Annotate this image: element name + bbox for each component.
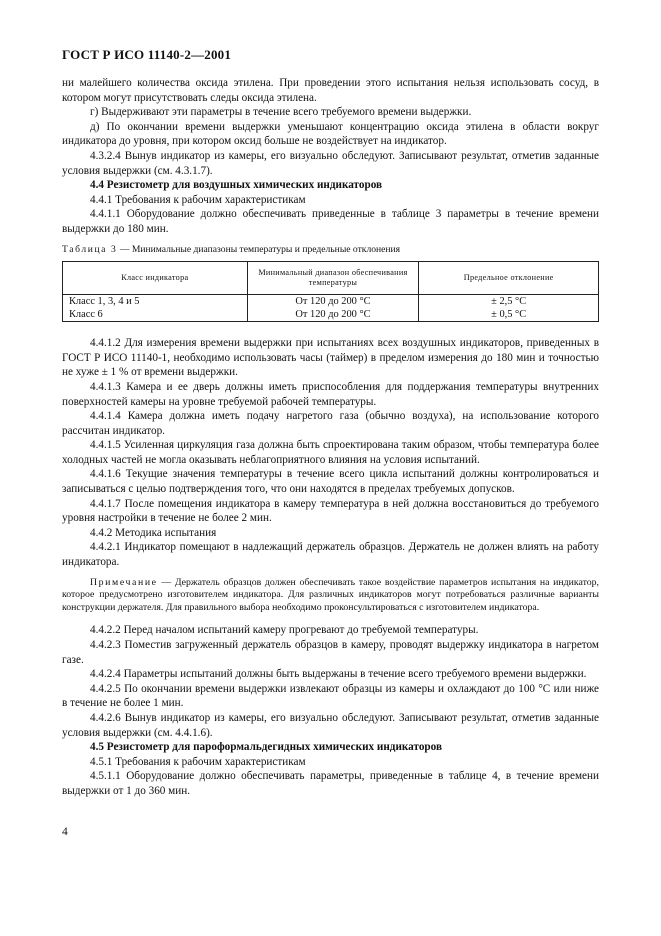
paragraph-4-4-2-3: 4.4.2.3 Поместив загруженный держатель образцов в камеру, проводят выдержку индикатора в нагретом газе. (62, 639, 599, 666)
table-row (63, 308, 599, 322)
paragraph-4-4-1-5: 4.4.1.5 Усиленная циркуляция газа должна быть спроектирована таким образом, чтобы температура более холодных частей не могла оказывать неблагоприятного влияния на условия испытаний. (62, 439, 599, 466)
subsection-heading-4-5-1: 4.5.1 Требования к рабочим характеристикам (90, 755, 306, 768)
table-cell: Класс 1, 3, 4 и 5 (63, 295, 248, 309)
paragraph-4-4-2-2: 4.4.2.2 Перед началом испытаний камеру прогревают до требуемой температуры. (90, 624, 479, 637)
note-label: Примечание (90, 576, 158, 588)
note (62, 577, 599, 615)
table-row (63, 295, 599, 309)
subsection-heading-4-4-2: 4.4.2 Методика испытания (90, 526, 217, 539)
note-text: — Держатель образцов должен обеспечивать такое воздействие параметров испытания на индикатор, которое предусмотрено изготовителем индикатора. Для различных индикаторов могут потребоваться различные варианты конструкции держателя. Для правильного выбора необходимо проконсультироваться с изготовителем индикатора. (62, 576, 599, 613)
paragraph-4-4-1-3: 4.4.1.3 Камера и ее дверь должны иметь приспособления для поддержания температуры внутренних поверхностей камеры на уровне требуемой рабочей температуры. (62, 380, 599, 408)
page-header: ГОСТ Р ИСО 11140-2—2001 (62, 47, 232, 62)
table-cell: ± 2,5 °С (419, 295, 599, 309)
table-cell: Класс 6 (63, 308, 248, 322)
paragraph-continuation: ни малейшего количества оксида этилена. При проведении этого испытания нельзя использовать сосуд, в котором могут присутствовать следы оксида этилена. (62, 77, 599, 104)
subsection-heading-4-4-1: 4.4.1 Требования к рабочим характеристикам (90, 193, 306, 206)
table-header-row (63, 262, 599, 295)
paragraph-4-3-2-4: 4.3.2.4 Вынув индикатор из камеры, его визуально обследуют. Записывают результат, отметив заданные условия выдержки (см. 4.3.1.7). (62, 149, 599, 177)
list-item-d: д) По окончании времени выдержки уменьшают концентрацию оксида этилена в области вокруг индикатора до уровня, при котором оксид больше не воздействует на индикатор. (62, 120, 599, 148)
table-cell: От 120 до 200 °С (247, 295, 419, 309)
table-3 (62, 261, 599, 322)
table-header-tolerance: Предельное отклонение (419, 262, 599, 295)
paragraph-4-5-1-1: 4.5.1.1 Оборудование должно обеспечивать параметры, приведенные в таблице 4, в течение времени выдержки от 1 до 360 мин. (62, 770, 599, 797)
paragraph-4-4-2-6: 4.4.2.6 Вынув индикатор из камеры, его визуально обследуют. Записывают результат, отметив заданные условия выдержки (см. 4.4.1.6). (62, 711, 599, 739)
list-item-g: г) Выдерживают эти параметры в течение всего требуемого времени выдержки. (90, 106, 472, 119)
paragraph-4-4-1-4: 4.4.1.4 Камера должна иметь подачу нагретого газа (обычно воздуха), на использование которого рассчитан индикатор. (62, 410, 599, 437)
table-caption-label: Таблица 3 (62, 243, 118, 255)
table-cell: ± 0,5 °С (419, 308, 599, 322)
paragraph-4-4-1-6: 4.4.1.6 Текущие значения температуры в течение всего цикла испытаний должны контролироваться и записываться с целью подтверждения того, что они находятся в пределах требуемых допусков. (62, 468, 599, 496)
paragraph-4-4-2-4: 4.4.2.4 Параметры испытаний должны быть выдержаны в течение всего требуемого времени выдержки. (90, 668, 587, 681)
page-body (62, 76, 599, 799)
table-header-range: Минимальный диапазон обеспечивания температуры (247, 262, 419, 295)
paragraph-4-4-2-5: 4.4.2.5 По окончании времени выдержки извлекают образцы из камеры и охлаждают до 100 °С или ниже в течение не более 1 мин. (62, 682, 599, 710)
table-cell: От 120 до 200 °С (247, 308, 419, 322)
section-heading-4-5: 4.5 Резистометр для пароформальдегидных химических индикаторов (90, 741, 443, 754)
paragraph-4-4-2-1: 4.4.2.1 Индикатор помещают в надлежащий держатель образцов. Держатель не должен влиять на работу индикатора. (62, 541, 599, 569)
section-heading-4-4: 4.4 Резистометр для воздушных химических индикаторов (90, 179, 383, 192)
paragraph-4-4-1-7: 4.4.1.7 После помещения индикатора в камеру температура в ней должна восстановиться до требуемого уровня настройки в течение не более 2 мин. (62, 497, 599, 525)
paragraph-4-4-1-1: 4.4.1.1 Оборудование должно обеспечивать приведенные в таблице 3 параметры в течение времени выдержки до 180 мин. (62, 208, 599, 235)
table-caption (62, 243, 599, 258)
table-header-class: Класс индикатора (63, 262, 248, 295)
table-caption-text: — Минимальные диапазоны температуры и предельные отклонения (117, 243, 401, 255)
paragraph-4-4-1-2: 4.4.1.2 Для измерения времени выдержки при испытаниях всех воздушных индикаторов, приведенных в ГОСТ Р ИСО 11140-1, необходимо использовать часы (таймер) в пределом измерения до 180 мин и точностью не хуже ± 1 % от времени выдержки. (62, 337, 599, 379)
page-number: 4 (62, 826, 68, 838)
